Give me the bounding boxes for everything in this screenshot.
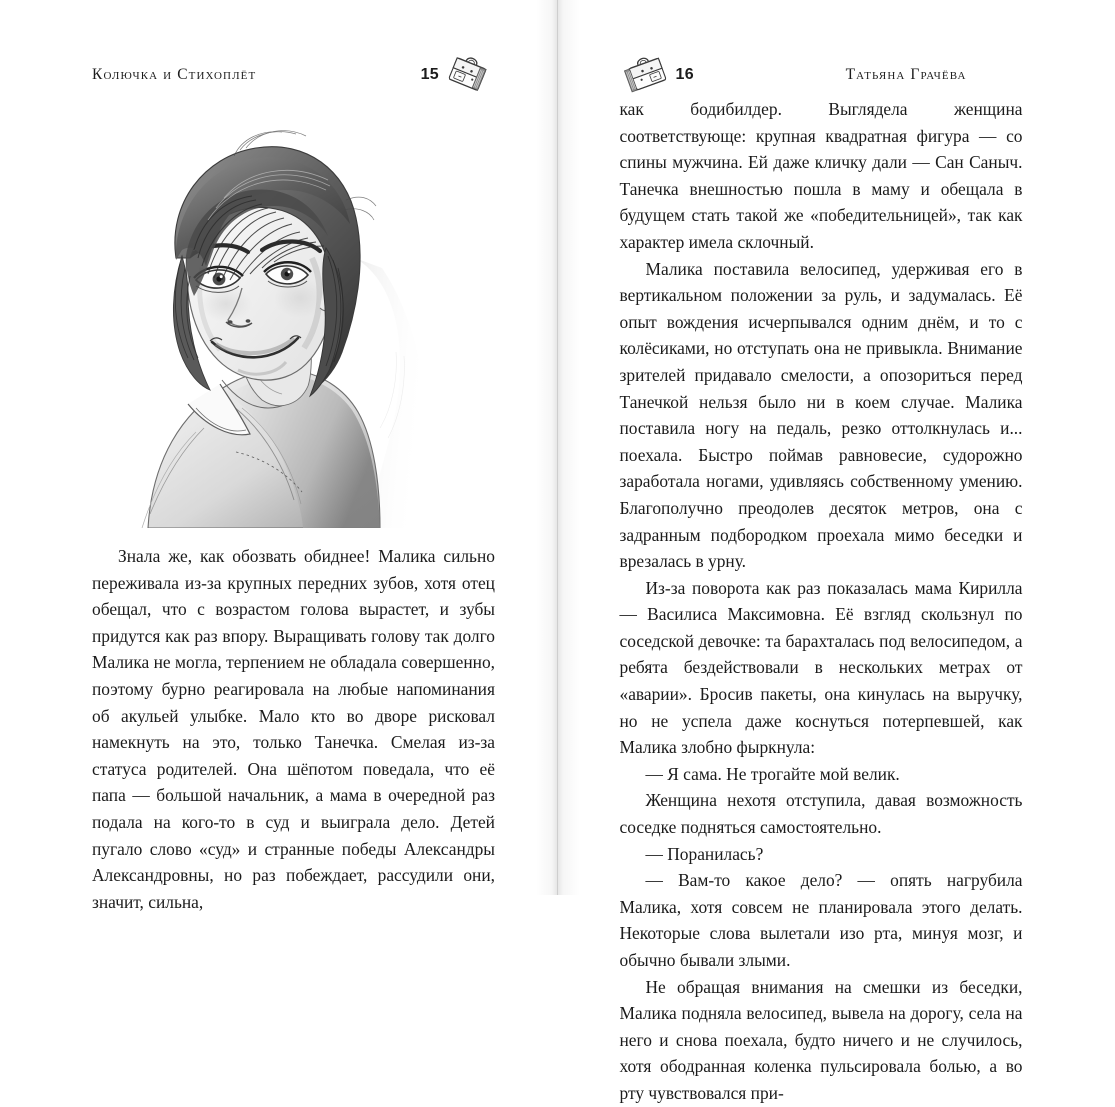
dialogue-line: — Я сама. Не трогайте мой велик. [620,761,1023,788]
satchel-icon [620,49,676,101]
left-page-text-block [92,543,495,915]
left-page [0,0,558,895]
paragraph: Не обращая внимания на смешки из беседки, Малика подняла велосипед, вывела на дорогу, села на него и снова поехала, будто ничего и не случилось, хотя ободранная коленка пульсировала болью, а во рту чувствовался при- [620,974,1023,1107]
right-page [558,0,1115,895]
left-page-folio: 15 [421,66,439,84]
satchel-icon [439,49,495,101]
right-page-folio: 16 [676,66,694,84]
dialogue-line: — Вам-то какое дело? — опять нагрубила Малика, хотя совсем не планировала этого делать. Некоторые слова вылетали изо рта, минуя мозг, и обычно бывали злыми. [620,867,1023,973]
paragraph: Малика поставила велосипед, удерживая его в вертикальном положении за руль, и задумалась. Её опыт вождения исчерпывался одним днём, и то с колёсиками, но отступать она не привыкла. Внимание зрителей придавало смелости, а опозориться перед Танечкой нельзя было ни в коем случае. Малика поставила ногу на педаль, резко оттолкнулась и... поехала. Быстро поймав равновесие, судорожно заработала ногами, удивляясь собственному умению. Благополучно преодолев десяток метров, она с задранным подбородком проехала мимо беседки и врезалась в урну. [620,256,1023,575]
paragraph: Знала же, как обозвать обиднее! Малика сильно переживала из-за крупных передних зубов, хотя отец обещал, что с возрастом голова вырастет, и зубы придутся как раз впору. Выращивать голову так долго Малика не могла, терпением не обладала совершенно, поэтому бурно реагировала на любые напоминания об акульей улыбке. Мало кто во дворе рисковал намекнуть на это, только Танечка. Смелая из-за статуса родителей. Она шёпотом поведала, что её папа — большой начальник, а мама в очередной раз подала на кого-то в суд и выиграла дело. Детей пугало слово «суд» и странные победы Александры Александровны, но раз побеждает, рассудили они, значит, сильна, [92,543,495,915]
right-running-head-title: Татьяна Грачёва [846,66,967,84]
right-page-text-block [620,96,1023,1107]
dialogue-line: — Поранилась? [620,841,1023,868]
paragraph: Из-за поворота как раз показалась мама Кирилла — Василиса Максимовна. Её взгляд скользнул по соседской девочке: та барахталась под велосипедом, а ребята бездействовали в нескольких метрах от «аварии». Бросив пакеты, она кинулась на выручку, но не успела даже коснуться потерпевшей, как Малика злобно фыркнула: [620,575,1023,761]
paragraph: Женщина нехотя отступила, давая возможность соседке подняться самостоятельно. [620,787,1023,840]
right-page-running-head [620,60,1023,90]
paragraph: как бодибилдер. Выглядела женщина соответствующе: крупная квадратная фигура — со спины мужчина. Ей даже кличку дали — Сан Саныч. Танечка внешностью пошла в маму и обещала в будущем стать такой же «победительницей», так как характер имела склочный. [620,96,1023,256]
left-running-head-title: Колючка и Стихоплёт [92,66,256,84]
girl-portrait-illustration [130,108,530,528]
left-page-running-head [92,60,495,90]
